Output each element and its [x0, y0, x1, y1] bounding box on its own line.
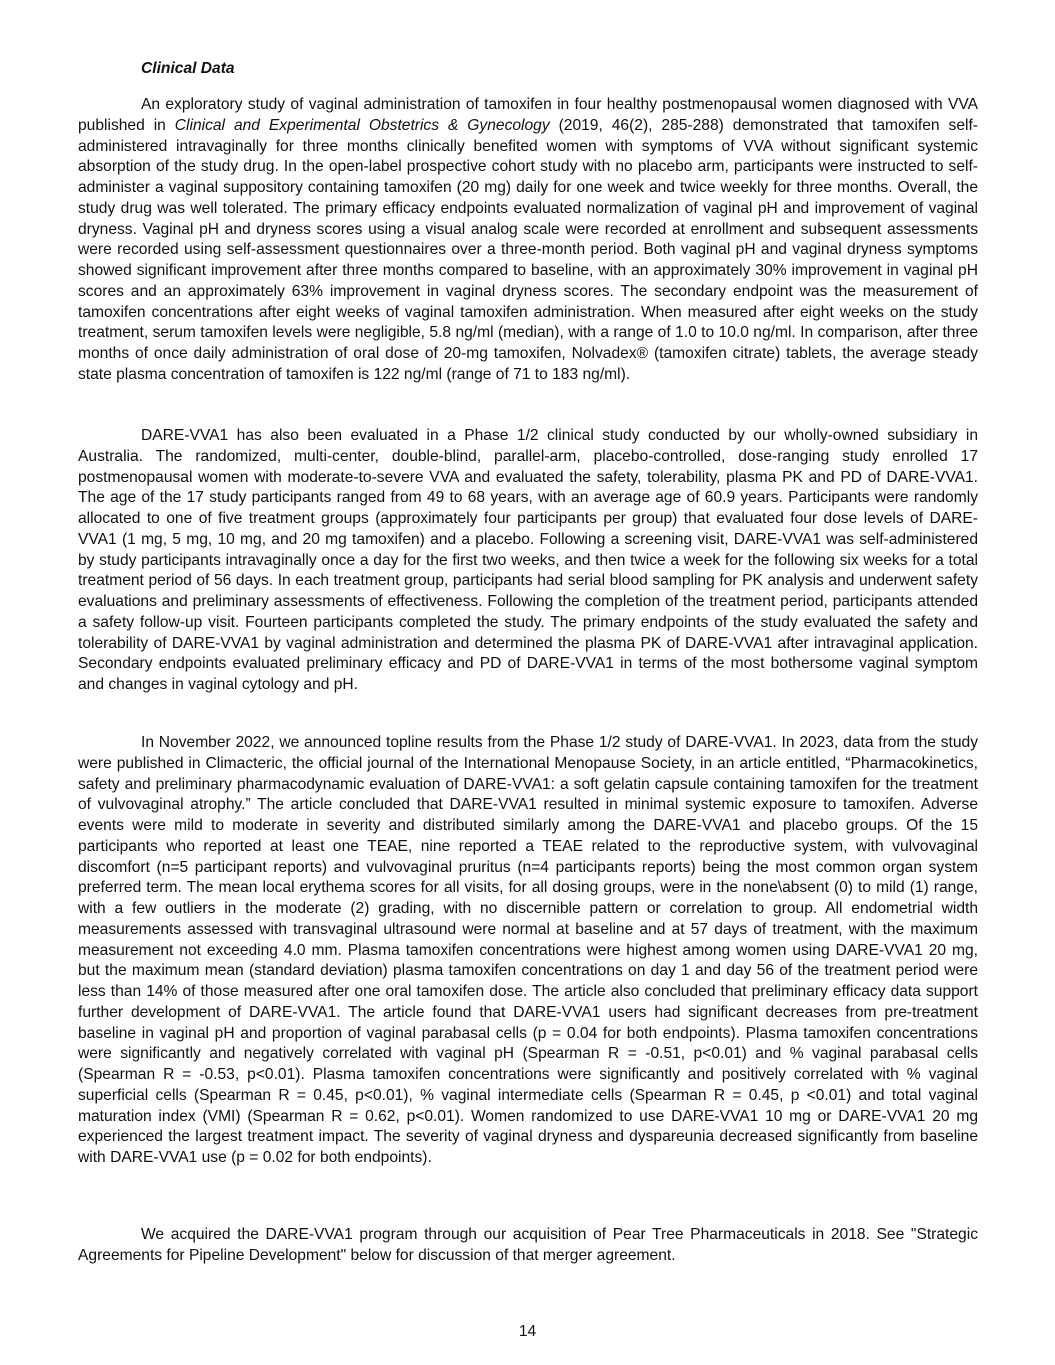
paragraph-exploratory-study	[78, 95, 978, 386]
paragraph-acquisition: We acquired the DARE-VVA1 program through our acquisition of Pear Tree Pharmaceuticals in 2018. See "Strategic Agreements for Pipeline Development" below for discussion of that merger agreement.	[78, 1226, 978, 1264]
page-number: 14	[518, 1323, 537, 1340]
paragraph-text: An exploratory study of vaginal administration of tamoxifen in four healthy postmenopausal women diagnosed with VVA published in	[78, 96, 978, 134]
paragraph-text: (2019, 46(2), 285-288) demonstrated that tamoxifen self-administered intravaginally for three months clinically benefited women with symptoms of VVA without significant systemic absorption of the study drug. In the open-label prospective cohort study with no placebo arm, participants were instructed to self-administer a vaginal suppository containing tamoxifen (20 mg) daily for one week and twice weekly for three months. Overall, the study drug was well tolerated. The primary efficacy endpoints evaluated normalization of vaginal pH and improvement of vaginal dryness. Vaginal pH and dryness scores using a visual analog scale were recorded at enrollment and subsequent assessments were recorded using self-assessment questionnaires over a three-month period. Both vaginal pH and vaginal dryness symptoms showed significant improvement after three months compared to baseline, with an approximately 30% improvement in vaginal pH scores and an approximately 63% improvement in vaginal dryness scores. The secondary endpoint was the measurement of tamoxifen concentrations after eight weeks of vaginal tamoxifen administration. When measured after eight weeks on the study treatment, serum tamoxifen levels were negligible, 5.8 ng/ml (median), with a range of 1.0 to 10.0 ng/ml. In comparison, after three months of once daily administration of oral dose of 20-mg tamoxifen, Nolvadex® (tamoxifen citrate) tablets, the average steady state plasma concentration of tamoxifen is 122 ng/ml (range of 71 to 183 ng/ml).	[78, 116, 978, 383]
section-heading: Clinical Data	[141, 60, 235, 77]
journal-title: Clinical and Experimental Obstetrics & Gynecology	[174, 116, 550, 134]
paragraph-topline-results: In November 2022, we announced topline results from the Phase 1/2 study of DARE-VVA1. In 2023, data from the study were published in Climacteric, the official journal of the International Menopause Society, in an article entitled, “Pharmacokinetics, safety and preliminary pharmacodynamic evaluation of DARE-VVA1: a soft gelatin capsule containing tamoxifen for the treatment of vulvovaginal atrophy.” The article concluded that DARE-VVA1 resulted in minimal systemic exposure to tamoxifen. Adverse events were mild to moderate in severity and distributed similarly among the DARE-VVA1 and placebo groups. Of the 15 participants who reported at least one TEAE, nine reported a TEAE related to the reproductive system, with vulvovaginal discomfort (n=5 participant reports) and vulvovaginal pruritus (n=4 participants reports) being the most common organ system preferred term. The mean local erythema scores for all visits, for all dosing groups, were in the none\absent (0) to mild (1) range, with a few outliers in the moderate (2) grading, with no discernible pattern or correlation to group. All endometrial width measurements assessed with transvaginal ultrasound were normal at baseline and at 57 days of treatment, with the maximum measurement not exceeding 4.0 mm. Plasma tamoxifen concentrations were highest among women using DARE-VVA1 20 mg, but the maximum mean (standard deviation) plasma tamoxifen concentrations on day 1 and day 56 of the treatment period were less than 14% of those measured after one oral tamoxifen dose. The article also concluded that preliminary efficacy data support further development of DARE-VVA1. The article found that DARE-VVA1 users had significant decreases from pre-treatment baseline in vaginal pH and proportion of vaginal parabasal cells (p = 0.04 for both endpoints). Plasma tamoxifen concentrations were significantly and negatively correlated with vaginal pH (Spearman R = -0.51, p<0.01) and % vaginal parabasal cells (Spearman R = -0.53, p<0.01). Plasma tamoxifen concentrations were significantly and positively correlated with % vaginal superficial cells (Spearman R = 0.45, p<0.01), % vaginal intermediate cells (Spearman R = 0.45, p <0.01) and total vaginal maturation index (VMI) (Spearman R = 0.62, p<0.01). Women randomized to use DARE-VVA1 10 mg or DARE-VVA1 20 mg experienced the largest treatment impact. The severity of vaginal dryness and dyspareunia decreased significantly from baseline with DARE-VVA1 use (p = 0.02 for both endpoints).	[78, 734, 978, 1166]
paragraph-phase-study: DARE-VVA1 has also been evaluated in a Phase 1/2 clinical study conducted by our wholly-owned subsidiary in Australia. The randomized, multi-center, double-blind, parallel-arm, placebo-controlled, dose-ranging study enrolled 17 postmenopausal women with moderate-to-severe VVA and evaluated the safety, tolerability, plasma PK and PD of DARE-VVA1. The age of the 17 study participants ranged from 49 to 68 years, with an average age of 60.9 years. Participants were randomly allocated to one of five treatment groups (approximately four participants per group) that evaluated four dose levels of DARE-VVA1 (1 mg, 5 mg, 10 mg, and 20 mg tamoxifen) and a placebo. Following a screening visit, DARE-VVA1 was self-administered by study participants intravaginally once a day for the first two weeks, and then twice a week for the following six weeks for a total treatment period of 56 days. In each treatment group, participants had serial blood sampling for PK analysis and underwent safety evaluations and preliminary assessments of effectiveness. Following the completion of the treatment period, participants attended a safety follow-up visit. Fourteen participants completed the study. The primary endpoints of the study evaluated the safety and tolerability of DARE-VVA1 by vaginal administration and determined the plasma PK of DARE-VVA1 after intravaginal application. Secondary endpoints evaluated preliminary efficacy and PD of DARE-VVA1 in terms of the most bothersome vaginal symptom and changes in vaginal cytology and pH.	[78, 427, 978, 693]
